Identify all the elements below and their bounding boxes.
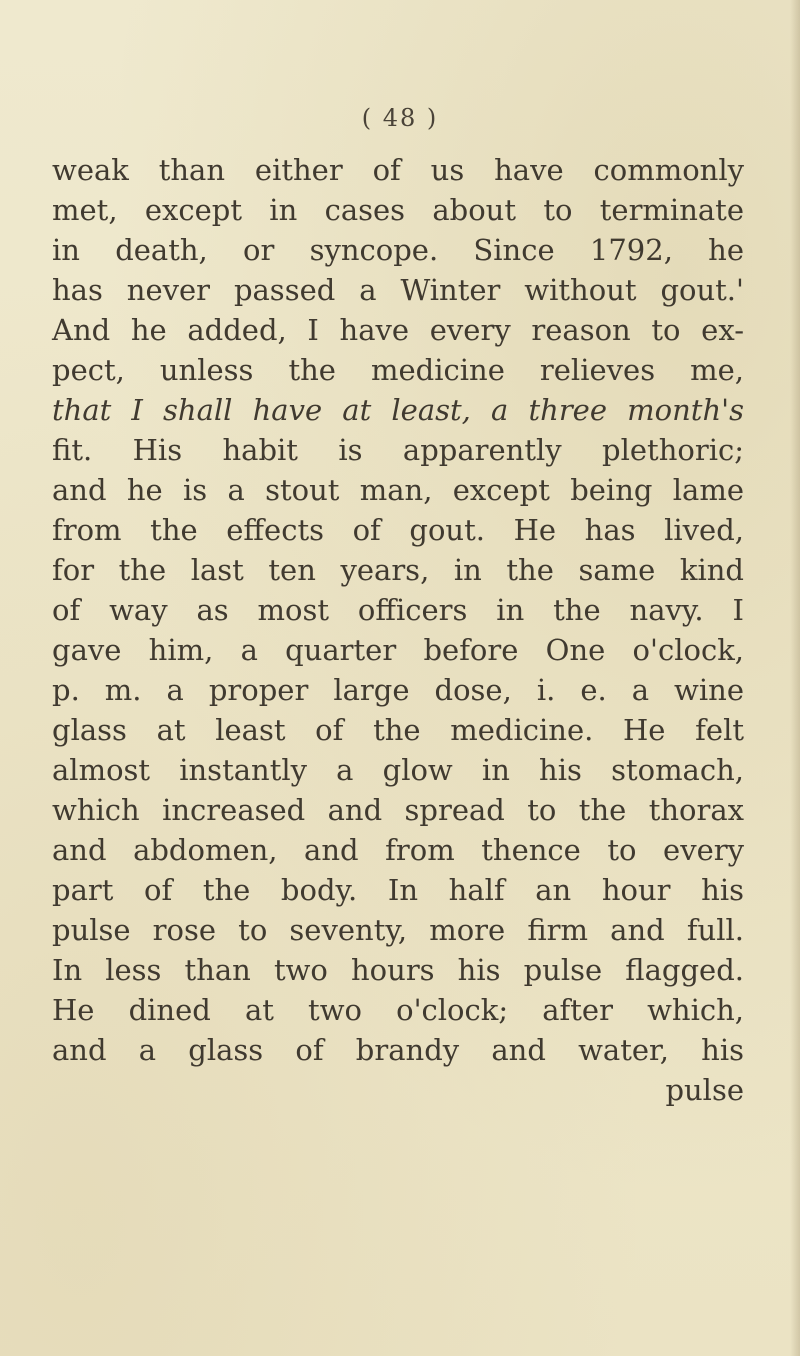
text-line: of way as most officers in the navy. I	[52, 593, 744, 627]
text-line: and abdomen, and from thence to every	[52, 833, 744, 867]
text-line-italic: that I shall have at least, a three month's	[52, 393, 744, 427]
text-line: in death, or syncope. Since 1792, he	[52, 233, 744, 267]
text-line: He dined at two o'clock; after which,	[52, 993, 744, 1027]
text-line: p. m. a proper large dose, i. e. a wine	[52, 673, 744, 707]
text-line: weak than either of us have commonly	[52, 153, 744, 187]
text-line: met, except in cases about to terminate	[52, 193, 744, 227]
text-line: fit. His habit is apparently plethoric;	[52, 433, 744, 467]
text-line: part of the body. In half an hour his	[52, 873, 744, 907]
text-line: almost instantly a glow in his stomach,	[52, 753, 744, 787]
catchword: pulse	[665, 1073, 744, 1107]
text-line: In less than two hours his pulse flagged.	[52, 953, 744, 987]
text-line: and he is a stout man, except being lame	[52, 473, 744, 507]
page-number: ( 48 )	[361, 104, 439, 132]
text-line: from the effects of gout. He has lived,	[52, 513, 744, 547]
text-line: has never passed a Winter without gout.'	[52, 273, 744, 307]
text-line: glass at least of the medicine. He felt	[52, 713, 744, 747]
text-line: which increased and spread to the thorax	[52, 793, 744, 827]
text-line: gave him, a quarter before One o'clock,	[52, 633, 744, 667]
text-line: pect, unless the medicine relieves me,	[52, 353, 744, 387]
text-line: and a glass of brandy and water, his	[52, 1033, 744, 1067]
page-edge	[790, 0, 800, 1356]
text-line: for the last ten years, in the same kind	[52, 553, 744, 587]
text-line: And he added, I have every reason to ex-	[52, 313, 744, 347]
text-line: pulse rose to seventy, more firm and full.	[52, 913, 744, 947]
body-text	[52, 150, 744, 1110]
